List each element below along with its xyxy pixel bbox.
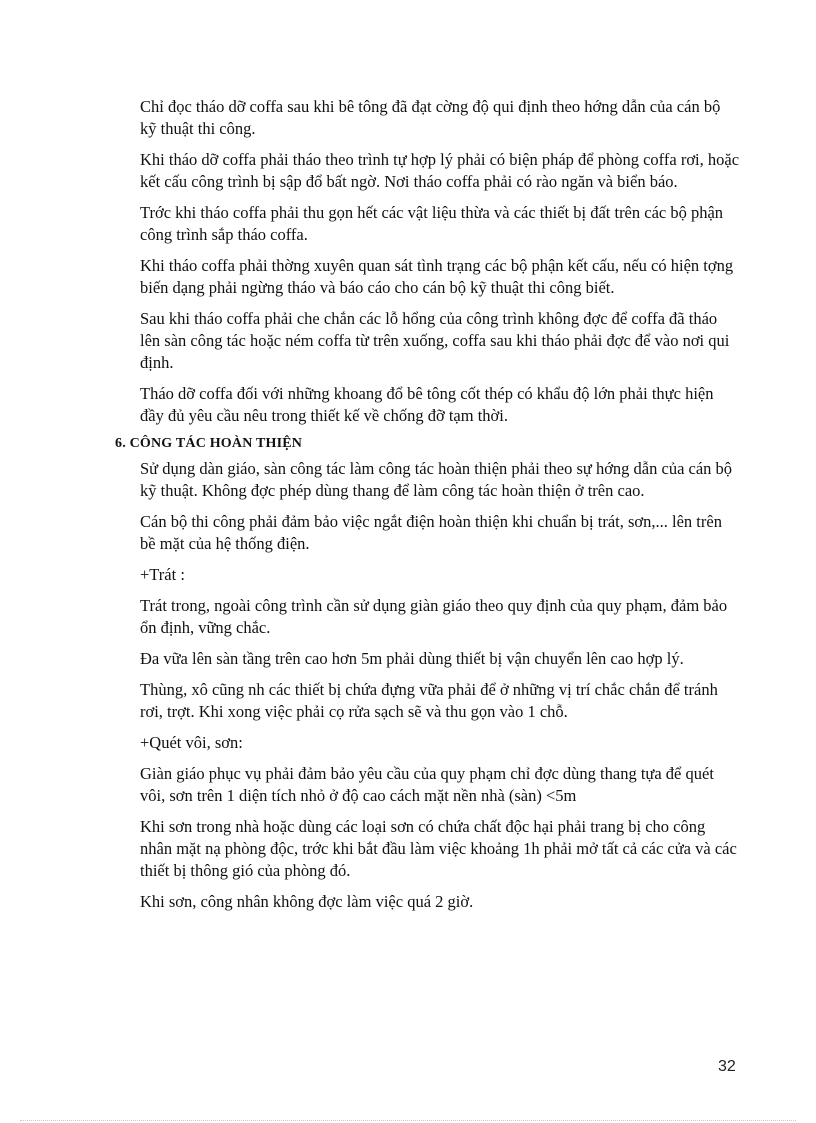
section-heading: 6. CÔNG TÁC HOÀN THIỆN (115, 436, 303, 451)
page-body (115, 96, 740, 922)
paragraph: Chỉ đọc tháo dỡ coffa sau khi bê tông đã đạt cờng độ qui định theo hớng dẫn của cán bộ kỹ thuật thi công. (140, 97, 721, 138)
paragraph: Thùng, xô cũng nh các thiết bị chứa đựng vữa phải để ở những vị trí chắc chắn để tránh rơi, trợt. Khi xong việc phải cọ rửa sạch sẽ và thu gọn vào 1 chỗ. (140, 680, 718, 721)
footer-divider (20, 1120, 796, 1121)
paragraph: Tháo dỡ coffa đối với những khoang đổ bê tông cốt thép có khẩu độ lớn phải thực hiện đầy đủ yêu cầu nêu trong thiết kế về chống đỡ tạm thời. (140, 384, 714, 425)
paragraph: Giàn giáo phục vụ phải đảm bảo yêu cầu của quy phạm chỉ đợc dùng thang tựa để quét vôi, sơn trên 1 diện tích nhỏ ở độ cao cách mặt nền nhà (sàn) <5m (140, 764, 714, 805)
paragraph: Khi sơn trong nhà hoặc dùng các loại sơn có chứa chất độc hại phải trang bị cho công nhân mặt nạ phòng độc, trớc khi bắt đầu làm việc khoảng 1h phải mở tất cả các cửa và các thiết bị thông gió của phòng đó. (140, 817, 737, 880)
paragraph: Sau khi tháo coffa phải che chắn các lỗ hổng của công trình không đợc để coffa đã tháo lên sàn công tác hoặc ném coffa từ trên xuống, coffa sau khi tháo phải đợc để vào nơi qui định. (140, 309, 730, 372)
subheading-plaster: +Trát : (140, 565, 185, 584)
paragraph: Khi tháo coffa phải thờng xuyên quan sát tình trạng các bộ phận kết cấu, nếu có hiện tợng biến dạng phải ngừng tháo và báo cáo cho cán bộ kỹ thuật thi công biết. (140, 256, 734, 297)
subheading-whitewash-paint: +Quét vôi, sơn: (140, 733, 243, 752)
paragraph: Đa vữa lên sàn tầng trên cao hơn 5m phải dùng thiết bị vận chuyển lên cao hợp lý. (140, 649, 684, 668)
page-number: 32 (718, 1058, 736, 1075)
paragraph: Cán bộ thi công phải đảm bảo việc ngắt điện hoàn thiện khi chuẩn bị trát, sơn,... lên trên bề mặt của hệ thống điện. (140, 512, 722, 553)
paragraph: Sử dụng dàn giáo, sàn công tác làm công tác hoàn thiện phải theo sự hớng dẫn của cán bộ kỹ thuật. Không đợc phép dùng thang để làm công tác hoàn thiện ở trên cao. (140, 459, 733, 500)
paragraph: Trớc khi tháo coffa phải thu gọn hết các vật liệu thừa và các thiết bị đất trên các bộ phận công trình sắp tháo coffa. (140, 203, 724, 244)
paragraph: Khi tháo dỡ coffa phải tháo theo trình tự hợp lý phải có biện pháp để phòng coffa rơi, hoặc kết cấu công trình bị sập đổ bất ngờ. Nơi tháo coffa phải có rào ngăn và biển báo. (140, 150, 740, 191)
paragraph: Trát trong, ngoài công trình cần sử dụng giàn giáo theo quy định của quy phạm, đảm bảo ổn định, vững chắc. (140, 596, 728, 637)
paragraph: Khi sơn, công nhân không đợc làm việc quá 2 giờ. (140, 892, 474, 911)
